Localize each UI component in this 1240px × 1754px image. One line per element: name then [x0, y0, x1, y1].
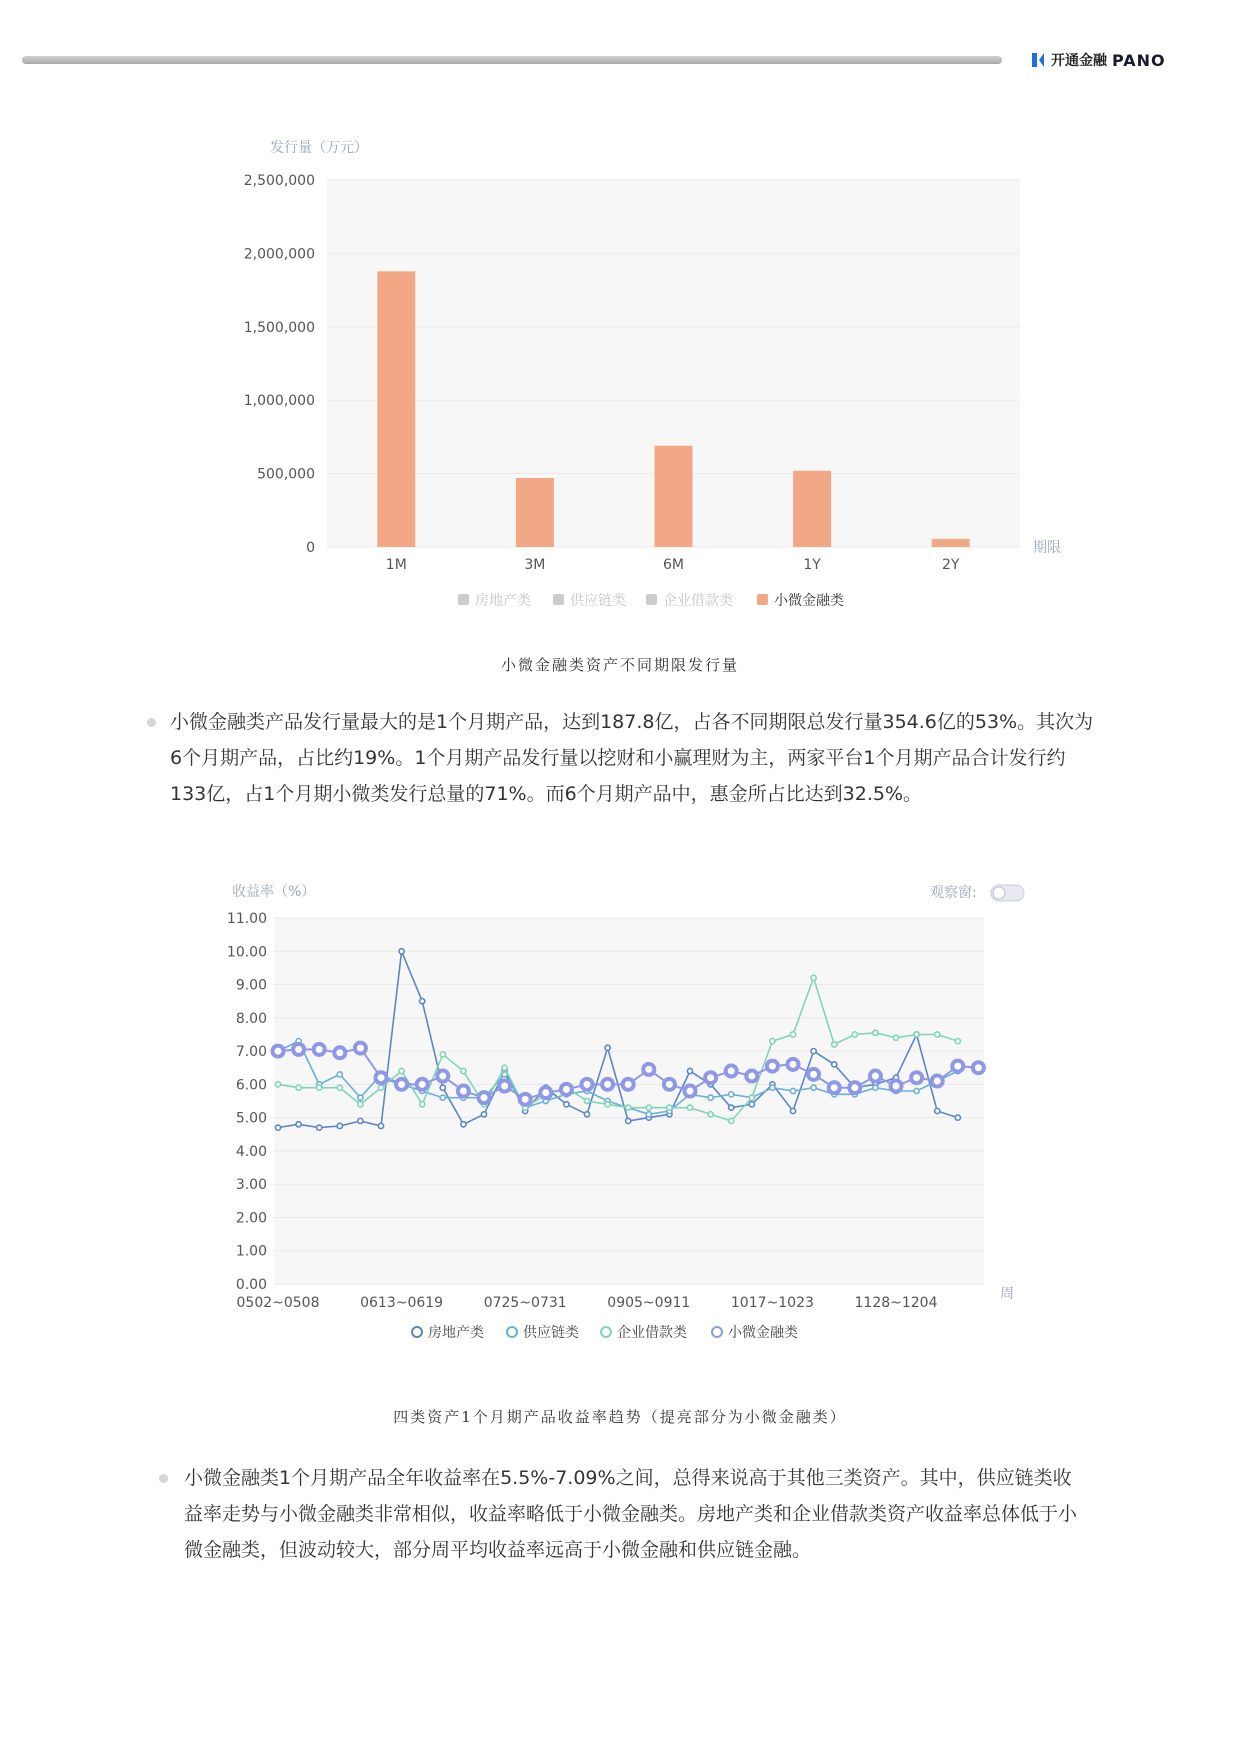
data-point — [437, 1071, 448, 1082]
data-point — [832, 1042, 837, 1047]
data-point — [749, 1102, 754, 1107]
data-point — [420, 1102, 425, 1107]
data-point — [935, 1032, 940, 1037]
data-point — [646, 1105, 651, 1110]
chart2-ytick-label: 5.00 — [235, 1110, 267, 1127]
data-point — [499, 1081, 510, 1092]
legend-item-label: 小微金融类 — [774, 593, 844, 609]
data-point — [955, 1039, 960, 1044]
data-point — [790, 1108, 795, 1113]
legend-item-label: 供应链类 — [523, 1325, 579, 1341]
chart2-ylabel: 收益率（%） — [232, 884, 316, 900]
data-point — [358, 1095, 363, 1100]
chart2-yticks — [227, 911, 267, 1293]
data-point — [626, 1118, 631, 1123]
legend-item-label: 企业借款类 — [663, 593, 733, 609]
chart2-xtick-label: 0502~0508 — [236, 1295, 320, 1311]
data-point — [314, 1044, 325, 1055]
data-point — [564, 1102, 569, 1107]
chart2-xtick-label: 0613~0619 — [360, 1295, 444, 1311]
data-point — [626, 1105, 631, 1110]
data-point — [808, 1069, 819, 1080]
data-point — [355, 1043, 366, 1054]
data-point — [440, 1095, 445, 1100]
chart1-xtick-label: 1M — [385, 557, 407, 573]
legend-item-label: 供应链类 — [570, 593, 626, 609]
data-point — [378, 1085, 383, 1090]
data-point — [540, 1087, 551, 1098]
chart1-ytick-label: 1,500,000 — [243, 319, 315, 336]
data-point — [561, 1084, 572, 1095]
data-point — [317, 1085, 322, 1090]
data-point — [852, 1032, 857, 1037]
data-point — [605, 1045, 610, 1050]
chart2-ytick-label: 11.00 — [226, 911, 267, 927]
chart2-ytick-label: 6.00 — [235, 1077, 267, 1094]
data-point — [337, 1085, 342, 1090]
data-point — [317, 1125, 322, 1130]
data-point — [584, 1112, 589, 1117]
data-point — [914, 1088, 919, 1093]
chart2-ytick-label: 0.00 — [235, 1277, 267, 1293]
data-point — [790, 1088, 795, 1093]
data-point — [337, 1072, 342, 1077]
brand-name-en: PANO — [1112, 50, 1166, 70]
data-point — [685, 1086, 696, 1097]
legend-item-label: 房地产类 — [475, 593, 531, 609]
chart1-ytick-label: 2,000,000 — [243, 246, 315, 263]
data-point — [893, 1035, 898, 1040]
data-point — [729, 1105, 734, 1110]
data-point — [296, 1085, 301, 1090]
chart2-ytick-label: 8.00 — [235, 1010, 267, 1027]
data-point — [481, 1112, 486, 1117]
chart2-xtick-label: 0905~0911 — [607, 1295, 691, 1311]
chart1-xtick-label: 3M — [524, 557, 546, 573]
data-point — [705, 1072, 716, 1083]
paragraph-1: 小微金融类产品发行量最大的是1个月期产品，达到187.8亿，占各不同期限总发行量354.6亿的53%。其次为6个月期产品，占比约19%。1个月期产品发行量以挖财和小赢理财为主，两家平台1个月期产品合计发行约133亿，占1个月期小微类发行总量的71%。而6个月期产品中，惠金所占比达到32.5%。 — [170, 711, 1094, 805]
data-point — [296, 1122, 301, 1127]
data-point — [849, 1082, 860, 1093]
data-point — [914, 1032, 919, 1037]
data-point — [399, 1068, 404, 1073]
chart1-caption: 小微金融类资产不同期限发行量 — [500, 656, 739, 674]
data-point — [952, 1061, 963, 1072]
chart1-ytick-label: 2,500,000 — [243, 173, 315, 189]
data-point — [811, 1085, 816, 1090]
data-point — [687, 1105, 692, 1110]
data-point — [461, 1068, 466, 1073]
data-point — [687, 1068, 692, 1073]
data-point — [396, 1079, 407, 1090]
chart2-xtick-label: 1017~1023 — [730, 1295, 814, 1311]
data-point — [770, 1085, 775, 1090]
data-point — [440, 1085, 445, 1090]
data-point — [417, 1079, 428, 1090]
data-point — [602, 1079, 613, 1090]
data-point — [749, 1095, 754, 1100]
data-point — [770, 1039, 775, 1044]
data-point — [358, 1118, 363, 1123]
toggle-label: 观察窗: — [930, 885, 977, 901]
data-point — [293, 1044, 304, 1055]
data-point — [746, 1071, 757, 1082]
chart2-ytick-label: 7.00 — [235, 1044, 267, 1061]
data-point — [440, 1052, 445, 1057]
data-point — [623, 1079, 634, 1090]
chart2-grid — [274, 918, 984, 1284]
chart1-ytick-label: 1,000,000 — [243, 393, 315, 410]
chart1-ytick-label: 0 — [306, 540, 315, 556]
data-point — [520, 1094, 531, 1105]
data-point — [376, 1072, 387, 1083]
chart2-ytick-label: 1.00 — [235, 1243, 267, 1260]
data-point — [358, 1102, 363, 1107]
bullet-icon — [159, 1474, 168, 1483]
observe-toggle[interactable] — [991, 885, 1024, 901]
data-point — [334, 1047, 345, 1058]
chart1-xtick-label: 2Y — [941, 557, 960, 573]
data-point — [811, 1048, 816, 1053]
chart1-xtick-label: 1Y — [803, 557, 821, 573]
data-point — [399, 949, 404, 954]
brand-name-cn: 开通金融 — [1051, 53, 1107, 69]
chart2-legend — [412, 1324, 798, 1341]
data-point — [911, 1072, 922, 1083]
data-point — [273, 1046, 284, 1057]
data-point — [832, 1062, 837, 1067]
data-point — [932, 1076, 943, 1087]
data-point — [461, 1122, 466, 1127]
chart2-xlabel: 周 — [1000, 1286, 1014, 1302]
data-point — [935, 1108, 940, 1113]
data-point — [378, 1123, 383, 1128]
data-point — [605, 1102, 610, 1107]
data-point — [582, 1079, 593, 1090]
paragraph-2: 小微金融类1个月期产品全年收益率在5.5%-7.09%之间，总得来说高于其他三类资产。其中，供应链类收益率走势与小微金融类非常相似，收益率略低于小微金融类。房地产类和企业借款类资产收益率总体低于小微金融类，但波动较大，部分周平均收益率远高于小微金融和供应链金融。 — [184, 1467, 1078, 1561]
data-point — [502, 1065, 507, 1070]
data-point — [420, 999, 425, 1004]
data-point — [829, 1082, 840, 1093]
legend-item-label: 企业借款类 — [617, 1325, 687, 1341]
chart1-ylabel: 发行量（万元） — [270, 140, 368, 156]
data-point — [584, 1098, 589, 1103]
legend-marker-icon — [507, 1327, 517, 1337]
data-point — [790, 1032, 795, 1037]
chart2-ytick-label: 9.00 — [235, 977, 267, 994]
data-point — [646, 1112, 651, 1117]
data-point — [873, 1030, 878, 1035]
data-point — [767, 1061, 778, 1072]
data-point — [729, 1092, 734, 1097]
chart2-ytick-label: 4.00 — [235, 1143, 267, 1160]
chart1-ytick-label: 500,000 — [257, 466, 315, 483]
data-point — [788, 1059, 799, 1070]
legend-item-label: 小微金融类 — [728, 1325, 798, 1341]
data-point — [275, 1125, 280, 1130]
chart2-xtick-label: 0725~0731 — [483, 1295, 567, 1311]
data-point — [479, 1092, 490, 1103]
data-point — [664, 1079, 675, 1090]
chart2-plot-area — [274, 918, 984, 1284]
legend-marker-icon — [412, 1327, 422, 1337]
chart2-xtick-label: 1128~1204 — [854, 1295, 938, 1311]
data-point — [729, 1118, 734, 1123]
chart2-ytick-label: 2.00 — [235, 1210, 267, 1227]
legend-marker-icon — [601, 1327, 611, 1337]
chart2-caption: 四类资产1个月期产品收益率趋势（提亮部分为小微金融类） — [393, 1408, 847, 1426]
data-point — [275, 1082, 280, 1087]
legend-item-label: 房地产类 — [428, 1325, 484, 1341]
data-point — [708, 1095, 713, 1100]
data-point — [870, 1071, 881, 1082]
data-point — [458, 1086, 469, 1097]
data-point — [811, 975, 816, 980]
data-point — [955, 1115, 960, 1120]
chart2-ytick-label: 10.00 — [226, 944, 267, 961]
data-point — [643, 1064, 654, 1075]
data-point — [708, 1112, 713, 1117]
data-point — [873, 1085, 878, 1090]
data-point — [973, 1062, 984, 1073]
chart1-xlabel: 期限 — [1033, 540, 1061, 556]
chart2-xticks — [237, 1295, 938, 1311]
data-point — [337, 1123, 342, 1128]
data-point — [726, 1066, 737, 1077]
chart2-ytick-label: 3.00 — [235, 1177, 267, 1194]
chart1-xtick-label: 6M — [663, 557, 684, 573]
legend-marker-icon — [712, 1327, 722, 1337]
data-point — [667, 1105, 672, 1110]
data-point — [891, 1081, 902, 1092]
